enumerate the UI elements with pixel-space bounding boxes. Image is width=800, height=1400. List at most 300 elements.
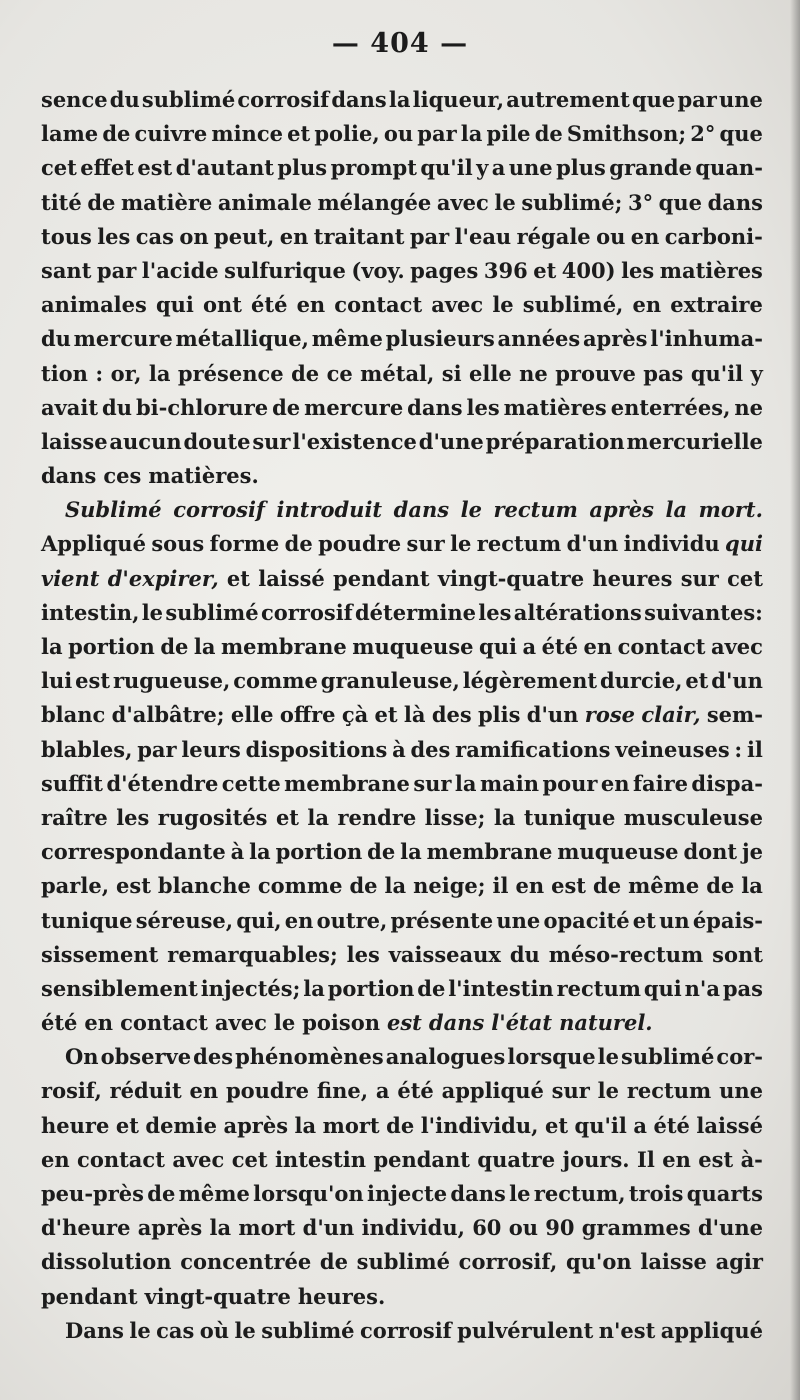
word: présence <box>177 360 284 386</box>
word: Sublimé <box>65 497 162 523</box>
word: peu-près <box>41 1181 144 1206</box>
word: rectum <box>476 531 562 557</box>
word: ou <box>383 121 414 147</box>
text-line <box>41 117 763 151</box>
word: la <box>454 770 477 796</box>
word: plus <box>556 155 606 181</box>
word: la <box>209 1215 232 1241</box>
text-line <box>41 904 763 938</box>
word: rectum, <box>533 1181 626 1206</box>
word: l'individu, <box>420 1112 539 1138</box>
word: ramifications <box>455 736 611 762</box>
word: sublimé <box>261 1317 355 1343</box>
word: mort. <box>698 497 763 523</box>
word: muqueuse <box>557 839 679 865</box>
text-line <box>41 1280 763 1314</box>
word: dans <box>450 1181 506 1206</box>
word: aucun <box>109 428 182 454</box>
word: de <box>147 1181 176 1206</box>
word: rectum <box>493 497 578 523</box>
word: matières <box>503 394 607 420</box>
word: l'eau <box>454 223 512 249</box>
word: est <box>551 873 587 899</box>
text-line <box>41 527 763 561</box>
word: carboni- <box>664 223 763 249</box>
word: à- <box>740 1146 763 1172</box>
word: autrement <box>506 87 630 112</box>
word: membrane <box>220 634 347 659</box>
text-line <box>41 220 763 254</box>
word: été <box>41 1010 78 1036</box>
word: sublimé <box>165 599 259 625</box>
word: dans <box>407 394 463 420</box>
word: On <box>65 1044 99 1070</box>
word: sensiblement <box>41 975 198 1001</box>
word: concentrée <box>180 1249 312 1275</box>
word: après <box>589 497 654 523</box>
word: agir <box>715 1249 763 1275</box>
word: cas <box>135 223 174 249</box>
word: la <box>303 975 325 1001</box>
page-number: — 404 — <box>331 28 469 59</box>
word: lisse; <box>424 804 486 830</box>
word: corrosif <box>359 1317 452 1343</box>
word: sur <box>551 1078 590 1104</box>
word: mercure <box>304 394 404 420</box>
word: rose <box>584 702 636 728</box>
word: 90 <box>545 1215 575 1241</box>
word: avec <box>214 1010 267 1036</box>
word: de <box>593 873 622 899</box>
word: mort <box>238 1215 296 1241</box>
word: pas <box>722 975 763 1001</box>
word: leurs <box>181 736 241 762</box>
text-line <box>41 83 763 117</box>
word: mélangée <box>317 189 432 215</box>
text-line <box>41 938 763 972</box>
word: tité <box>41 189 82 215</box>
word: cet <box>231 1146 268 1172</box>
word: plus <box>277 155 328 181</box>
word: trois <box>628 1181 684 1206</box>
word: 60 <box>472 1215 502 1241</box>
word: observe <box>100 1044 192 1070</box>
text-line <box>41 801 763 835</box>
word: réduit <box>109 1078 182 1104</box>
word: du <box>109 87 140 112</box>
word: d'un <box>711 668 763 694</box>
word: en <box>630 223 660 249</box>
word: les <box>478 599 512 625</box>
word: comme <box>257 873 343 899</box>
word: tion <box>41 360 88 386</box>
word: en <box>632 292 662 318</box>
word: portion <box>327 975 415 1001</box>
word: cet <box>41 155 77 181</box>
word: portion <box>68 634 155 659</box>
word: d'un <box>302 1215 355 1241</box>
word: introduit <box>276 497 383 523</box>
text-line <box>41 1245 763 1279</box>
word: et <box>226 565 250 591</box>
text-line <box>41 1177 763 1211</box>
word: il <box>746 736 763 762</box>
word: laisse <box>640 1249 707 1275</box>
word: 400) <box>561 257 616 283</box>
word: polie, <box>314 121 380 147</box>
word: cet <box>727 565 763 591</box>
word: qu'il <box>574 1112 627 1138</box>
word: sant <box>41 257 92 283</box>
word: la <box>307 804 330 830</box>
word: une <box>496 907 541 933</box>
word: une <box>719 1078 763 1104</box>
word: contact <box>120 1010 208 1036</box>
word: le <box>597 1044 619 1070</box>
word: liqueur, <box>412 87 505 112</box>
word: méso-rectum <box>548 941 704 967</box>
word: rectum <box>556 975 641 1001</box>
word: des <box>431 702 472 728</box>
word: un <box>659 907 690 933</box>
word: avait <box>41 394 99 420</box>
word: sem- <box>706 702 763 728</box>
word: sublimé <box>621 1044 715 1070</box>
text-line <box>41 972 763 1006</box>
word: mercure <box>73 326 173 352</box>
word: sublimé; <box>521 189 623 215</box>
word: a <box>491 155 506 181</box>
word: été <box>397 1078 434 1104</box>
text-line <box>41 151 763 185</box>
text-line <box>41 322 763 356</box>
word: si <box>441 360 462 386</box>
word: quarts <box>686 1181 763 1206</box>
word: dans <box>41 463 97 489</box>
word: : <box>734 736 743 762</box>
word: quatre <box>477 1146 556 1172</box>
word: grande <box>609 155 692 181</box>
word: la <box>294 1112 317 1138</box>
text-line <box>41 1074 763 1108</box>
word: Smithson; <box>566 121 687 147</box>
word: été <box>541 634 578 659</box>
word: contact <box>617 634 706 659</box>
word: laissé <box>696 1112 763 1138</box>
word: en <box>583 634 613 659</box>
word: heures <box>592 565 673 591</box>
word: d'une <box>418 428 484 454</box>
word: heures. <box>297 1283 386 1309</box>
word: sissement <box>41 941 159 967</box>
word: blanc <box>41 702 106 728</box>
word: on <box>179 223 209 249</box>
word: le <box>141 599 164 625</box>
word: en <box>189 1078 219 1104</box>
word: y <box>750 360 763 386</box>
word: les <box>116 804 150 830</box>
word: dans <box>428 1010 485 1036</box>
word: sublimé <box>356 1249 450 1275</box>
word: été <box>653 1112 690 1138</box>
word: n'a <box>684 975 720 1001</box>
text-line <box>41 1143 763 1177</box>
word: contact <box>77 1146 165 1172</box>
word: d'une <box>697 1215 763 1241</box>
word: suivantes: <box>644 599 763 625</box>
word: main <box>479 770 540 796</box>
word: intestin, <box>41 599 140 625</box>
word: les <box>466 394 500 420</box>
word: de <box>706 873 735 899</box>
word: la <box>493 804 516 830</box>
word: la <box>388 87 411 112</box>
word: après <box>137 1215 203 1241</box>
word: après <box>582 326 648 352</box>
word: qui <box>479 634 517 659</box>
word: en <box>662 1146 691 1172</box>
word: mince <box>211 121 283 147</box>
word: est <box>698 1146 734 1172</box>
word: de <box>319 1249 348 1275</box>
word: années <box>497 326 581 352</box>
word: qui <box>155 292 194 318</box>
word: cuivre <box>134 121 208 147</box>
word: même <box>311 326 383 352</box>
word: contact <box>334 292 423 318</box>
text-line <box>41 835 763 869</box>
word: l'intestin <box>448 975 554 1001</box>
word: Il <box>637 1146 655 1172</box>
word: blanche <box>157 873 251 899</box>
word: et <box>287 121 311 147</box>
text-line <box>41 1006 763 1040</box>
word: sence <box>41 87 108 112</box>
word: même <box>628 873 700 899</box>
word: sublimé, <box>522 292 624 318</box>
word: a <box>522 634 537 659</box>
word: quan- <box>695 155 763 181</box>
word: tunique <box>41 907 133 933</box>
word: ne <box>519 360 548 386</box>
word: l'existence <box>292 428 417 454</box>
word: vingt-quatre <box>144 1283 291 1309</box>
word: musculeuse <box>623 804 763 830</box>
word: d'autant <box>175 155 274 181</box>
word: d'un <box>566 531 619 557</box>
word: matières. <box>148 463 259 489</box>
word: par <box>409 223 450 249</box>
word: peut, <box>214 223 275 249</box>
word: et <box>685 668 709 694</box>
word: de <box>87 189 116 215</box>
word: dispa- <box>691 770 763 796</box>
word: a <box>375 1078 390 1104</box>
word: durcie, <box>599 668 683 694</box>
word: corrosif, <box>458 1249 558 1275</box>
word: individu, <box>361 1215 465 1241</box>
word: rectum <box>626 1078 712 1104</box>
word: rugueuse, <box>112 668 231 694</box>
word: est <box>137 155 173 181</box>
word: l'état <box>491 1010 553 1036</box>
text-line <box>41 391 763 425</box>
word: est <box>75 668 111 694</box>
text-line <box>41 698 763 732</box>
word: dispositions <box>245 736 388 762</box>
word: faire <box>632 770 688 796</box>
word: prouve <box>555 360 636 386</box>
body-text <box>41 83 763 1348</box>
word: la <box>665 497 688 523</box>
text-line <box>41 1109 763 1143</box>
text-line <box>41 869 763 903</box>
word: d'albâtre; <box>111 702 225 728</box>
text-line <box>41 357 763 391</box>
word: fine, <box>316 1078 369 1104</box>
word: muqueuse <box>352 634 474 659</box>
word: une <box>508 155 553 181</box>
word: enterrées, <box>610 394 731 420</box>
word: pages <box>410 257 479 283</box>
word: tous <box>41 223 92 249</box>
word: et <box>275 804 299 830</box>
word: d'heure <box>41 1215 131 1241</box>
word: rendre <box>337 804 417 830</box>
word: de <box>367 839 396 865</box>
word: qui, <box>236 907 282 933</box>
word: membrane <box>426 839 553 865</box>
word: Appliqué <box>41 531 146 557</box>
word: il <box>492 873 509 899</box>
word: y <box>476 155 489 181</box>
word: avec <box>436 189 489 215</box>
word: poudre <box>318 531 402 557</box>
word: séreuse, <box>135 907 234 933</box>
word: a <box>633 1112 647 1138</box>
word: sur <box>413 770 452 796</box>
word: elle <box>230 702 274 728</box>
word: avec <box>172 1146 225 1172</box>
word: détermine <box>355 599 476 625</box>
word: là <box>403 702 426 728</box>
word: cette <box>221 770 281 796</box>
word: le <box>597 1078 619 1104</box>
word: remarquables; <box>167 941 338 967</box>
word: plusieurs <box>385 326 495 352</box>
word: portion <box>275 839 363 865</box>
word: appliqué <box>660 1317 763 1343</box>
word: que <box>658 189 702 215</box>
text-line <box>41 1314 763 1348</box>
text-line <box>41 459 763 493</box>
word: rosif, <box>41 1078 102 1104</box>
word: grammes <box>581 1215 691 1241</box>
word: métal, <box>360 360 435 386</box>
word: de <box>284 531 313 557</box>
word: les <box>97 223 131 249</box>
word: injecte <box>367 1181 448 1206</box>
text-line <box>41 664 763 698</box>
word: appliqué <box>441 1078 544 1104</box>
word: épais- <box>692 907 763 933</box>
word: dans <box>331 87 387 112</box>
word: tunique <box>523 804 616 830</box>
word: et <box>533 257 557 283</box>
word: qu'il <box>420 155 473 181</box>
word: ou <box>596 223 626 249</box>
text-line <box>41 630 763 664</box>
word: individu <box>623 531 720 557</box>
text-line <box>41 1211 763 1245</box>
word: la <box>741 873 763 899</box>
word: corrosif <box>260 599 353 625</box>
word: elle <box>469 360 512 386</box>
word: sublimé <box>141 87 236 112</box>
text-line <box>41 562 763 596</box>
word: pendant <box>41 1283 138 1309</box>
word: qui <box>643 975 682 1001</box>
word: les <box>621 257 655 283</box>
word: avec <box>710 634 763 659</box>
word: pulvérulent <box>457 1317 594 1343</box>
word: neige; <box>413 873 486 899</box>
word: rugosités <box>157 804 268 830</box>
word: le <box>273 1010 296 1036</box>
word: sulfurique <box>224 257 346 283</box>
word: et <box>115 1112 139 1138</box>
text-line <box>41 733 763 767</box>
word: par <box>96 257 137 283</box>
word: 396 <box>483 257 528 283</box>
word: du <box>509 941 540 967</box>
word: est <box>116 873 151 899</box>
word: le <box>450 531 472 557</box>
word: vaisseaux <box>388 941 501 967</box>
word: même <box>178 1181 250 1206</box>
word: pendant <box>373 1146 471 1172</box>
word: la <box>249 839 271 865</box>
word: poison <box>302 1010 380 1036</box>
word: après <box>223 1112 289 1138</box>
word: la <box>148 360 171 386</box>
word: doute <box>183 428 251 454</box>
word: dont <box>683 839 738 865</box>
word: corrosif <box>237 87 330 112</box>
word: pour <box>542 770 598 796</box>
word: or, <box>110 360 142 386</box>
word: en <box>296 292 326 318</box>
word: avec <box>431 292 484 318</box>
word: Dans <box>65 1317 124 1343</box>
word: sont <box>712 941 763 967</box>
word: en <box>284 907 314 933</box>
word: en <box>279 223 309 249</box>
word: d'expirer, <box>107 565 219 591</box>
word: lui <box>41 668 73 694</box>
word: animale <box>217 189 312 215</box>
word: altérations <box>513 599 642 625</box>
word: outre, <box>316 907 388 933</box>
word: sous <box>151 531 205 557</box>
word: forme <box>209 531 280 557</box>
word: dans <box>393 497 450 523</box>
word: les <box>346 941 380 967</box>
word: le <box>129 1317 151 1343</box>
word: clair, <box>641 702 701 728</box>
word: dissolution <box>41 1249 172 1275</box>
word: je <box>742 839 763 865</box>
